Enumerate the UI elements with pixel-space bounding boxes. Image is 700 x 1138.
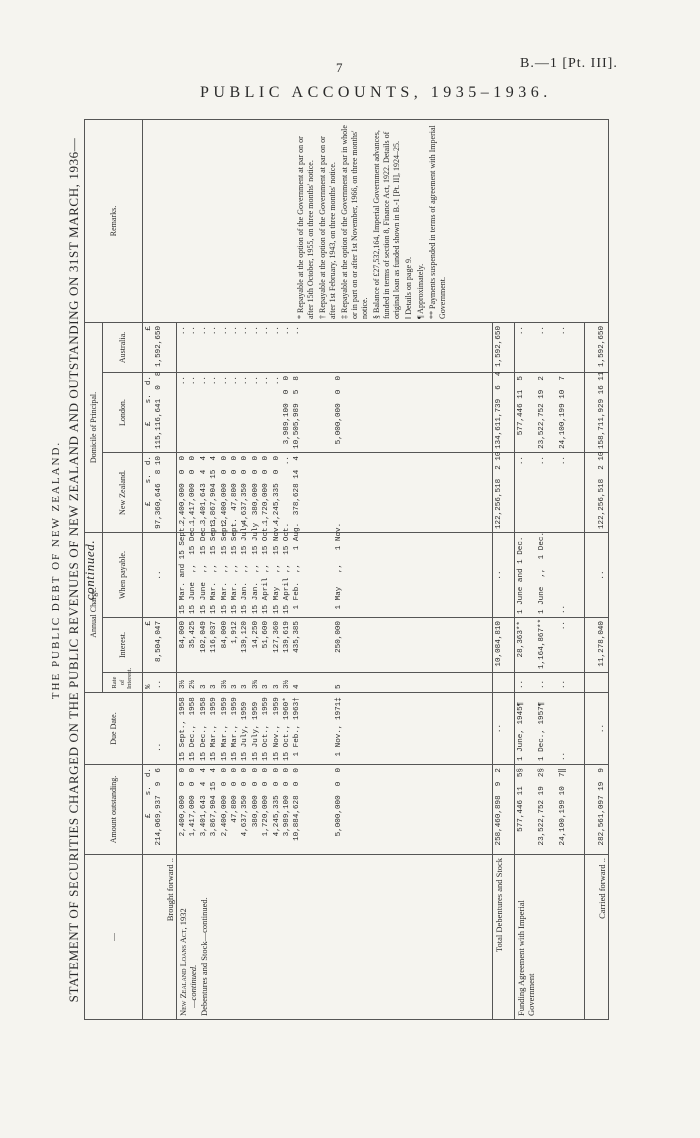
funding-due-3: .. [558, 751, 567, 761]
funding-london-1: 577,446 11 5 [517, 376, 525, 436]
header-amount: Amount outstanding. [85, 765, 143, 855]
funding-nz-3: .. [558, 456, 567, 466]
funding-interest-3: .. [558, 621, 567, 631]
funding-nz-1: .. [517, 456, 525, 466]
document-reference: B.—1 [Pt. III]. [520, 56, 618, 71]
funding-rates [515, 673, 585, 693]
carried-forward-london: 158,711,929 16 11 [585, 373, 609, 453]
funding-london-2: 23,522,752 19 2 [537, 376, 546, 449]
table-title-statement-text: STATEMENT OF SECURITIES CHARGED ON THE PUBLIC REVENUES OF NEW ZEALAND AND OUTSTANDING ON 31ST MARCH, 1936— [66, 137, 81, 1003]
funding-nz-2: .. [537, 456, 546, 466]
header-remarks: Remarks. [85, 120, 143, 323]
funding-nz [515, 453, 585, 533]
header-annual-charge: Annual Charge. [85, 533, 103, 693]
remarks-cell [143, 120, 609, 323]
table-row-brought-forward [143, 120, 177, 1020]
unit-london: £ s. d. [145, 376, 153, 427]
funding-aus-2: .. [537, 326, 546, 336]
brought-forward-london-value: 115,116,641 0 8 [155, 371, 164, 449]
brought-forward-interest-value: 8,504,047 [155, 621, 164, 663]
brought-forward-when [143, 533, 177, 618]
funding-when-1: 1 June and 1 Dec. [517, 536, 525, 614]
header-london: London. [103, 373, 143, 453]
remark-2: † Repayable at the option of the Government at par on or after 1st February, 1943, on three months' notice. [318, 136, 337, 319]
carried-forward-due: .. [585, 693, 609, 765]
header-australia: Australia. [103, 323, 143, 373]
funding-london-3: 24,100,199 10 7 [558, 376, 567, 449]
brought-forward-rate [143, 673, 177, 693]
unit-interest: £ [145, 621, 153, 626]
header-interest: Interest. [103, 618, 143, 673]
debentures-rates: 3½ 2½ 3 3 3½ 3 3 3¾ 3 3 3½ 4 5 [177, 673, 493, 693]
funding-due-dates [515, 693, 585, 765]
brought-forward-australia [143, 323, 177, 373]
unit-nz: £ s. d. [145, 456, 153, 507]
brought-forward-when-value: .. [155, 570, 164, 580]
funding-due-2: 1 Dec., 1957¶ [537, 701, 546, 761]
unit-australia: £ [145, 326, 153, 331]
remark-4: § Balance of £27,532,164, Imperial Government advances, funded in terms of section 8, Finance Act, 1922. Details of original loan as funded shown in B.-1 [Pt. II], 1924–25. [372, 130, 401, 319]
carried-forward-nz: 122,256,518 2 10 [585, 453, 609, 533]
funding-aus-1: .. [517, 326, 525, 336]
header-due-date: Due Date. [85, 693, 143, 765]
carried-forward-australia: 1,592,650 [585, 323, 609, 373]
funding-when-3: .. [558, 604, 567, 614]
table-title-continued: continued. [82, 539, 97, 601]
funding-rate-1: .. [517, 679, 525, 689]
brought-forward-amount [143, 765, 177, 855]
unit-amount: £ s. d. [145, 768, 153, 819]
remark-6: ¶ Approximately. [416, 263, 425, 319]
total-debentures-due: .. [493, 693, 515, 765]
public-debt-table [84, 119, 609, 1020]
total-debentures-london: 134,611,739 6 4 [493, 373, 515, 453]
brought-forward-nz [143, 453, 177, 533]
carried-forward-label: Carried forward .. [585, 855, 609, 1020]
remark-1: * Repayable at the option of the Government at par on or after 15th October, 1955, on three months' notice. [296, 136, 315, 319]
section-heading-continued: —continued. [188, 964, 199, 1008]
funding-due-1: 1 June, 1945¶ [517, 701, 525, 761]
total-debentures-australia: 1,592,650 [493, 323, 515, 373]
header-new-zealand: New Zealand. [103, 453, 143, 533]
funding-rate-2: .. [537, 679, 546, 689]
total-debentures-rate [493, 673, 515, 693]
debentures-australia: .. .. .. .. .. .. .. .. .. .. .. .. [177, 323, 493, 373]
brought-forward-interest [143, 618, 177, 673]
total-debentures-label: Total Debentures and Stock [493, 855, 515, 1020]
remark-3: ‡ Repayable at the option of the Government at par in whole or in part on or after 1st November, 1966, on three months' notice. [340, 125, 369, 319]
total-debentures-interest: 10,084,810 [493, 618, 515, 673]
funding-label: Funding Agreement with Imperial Government [515, 855, 585, 1020]
funding-amount-2: 23,522,752 19 2§ [537, 768, 546, 846]
header-rate: Rate of Interest. [103, 673, 143, 693]
brought-forward-nz-value: 97,360,646 8 10 [155, 456, 164, 529]
unit-rate: % [145, 684, 153, 689]
brought-forward-amount-value: 214,069,937 9 6 [155, 768, 164, 846]
debentures-when-payable: 15 Mar. and 15 Sept. 15 June ,, 15 Dec. 15 June ,, 15 Dec. 15 Mar. ,, 15 Sept. 15 Mar. ,, 15 Sept. 15 Mar. ,, 15 Sept. 15 Jan. ,, 15 July 15 Jan. ,, 15 July 15 April ,, 15 Oct. 15 May ,, 15 Nov. 15 April ,, 15 Oct. 1 Feb. ,, 1 Aug. 1 May ,, 1 Nov. [177, 533, 493, 618]
funding-when-payable [515, 533, 585, 618]
funding-interest-2: 1,164,867** [537, 618, 546, 669]
debentures-interest: 84,000 35,425 102,049 116,037 84,000 1,912 139,120 14,250 51,600 127,360 139,619 435,385 250,000 [177, 618, 493, 673]
total-debentures-when: .. [493, 533, 515, 618]
header-description: — [85, 855, 143, 1020]
remark-7: ** Payments suspended in terms of agreement with Imperial Government. [428, 125, 447, 319]
section-heading-act: New Zealand Loans Act, 1932 [178, 908, 188, 1016]
carried-forward-when: .. [585, 533, 609, 618]
funding-australia [515, 323, 585, 373]
carried-forward-interest: 11,278,040 [585, 618, 609, 673]
funding-aus-3: .. [558, 326, 567, 336]
funding-interest-1: 28,363** [517, 621, 525, 658]
section-subheading: Debentures and Stock—continued. [198, 897, 209, 1016]
rotated-table-region [50, 120, 610, 1020]
remark-5: ‖ Details on page 9. [404, 256, 413, 319]
funding-amount-3: 24,100,199 10 7‖ [558, 768, 567, 846]
brought-forward-rate-value: .. [155, 679, 164, 689]
table-title-main: THE PUBLIC DEBT OF NEW ZEALAND. [50, 440, 62, 700]
total-debentures-amount: 258,460,898 9 2 [493, 765, 515, 855]
debentures-nz: 2,400,000 0 0 1,417,000 0 0 3,401,643 4 4 3,867,904 15 4 2,400,000 0 0 47,800 0 0 4,637,350 0 0 380,000 0 0 1,720,000 0 0 4,245,335 0 0 .. 378,628 14 4 [177, 453, 493, 533]
debentures-london: .. .. .. .. .. .. .. .. .. .. 3,989,100 0 0 10,505,989 5 8 5,000,000 0 0 [177, 373, 493, 453]
funding-interest [515, 618, 585, 673]
page-title: PUBLIC ACCOUNTS, 1935–1936. [200, 84, 552, 101]
debentures-amounts: 2,400,000 0 0 1,417,000 0 0 3,401,643 4 4 3,867,904 15 4 2,400,000 0 0 47,800 0 0 4,637,350 0 0 380,000 0 0 1,720,000 0 0 4,245,335 0 0 3,989,100 0 0 10,884,628 0 0 5,000,000 0 0 [177, 765, 493, 855]
total-debentures-nz: 122,256,518 2 10 [493, 453, 515, 533]
carried-forward-amount: 282,561,097 19 9 [585, 765, 609, 855]
brought-forward-due: .. [143, 693, 177, 765]
header-domicile: Domicile of Principal. [85, 323, 103, 533]
funding-amounts [515, 765, 585, 855]
brought-forward-london [143, 373, 177, 453]
funding-when-2: 1 June ,, 1 Dec. [537, 531, 546, 614]
funding-london [515, 373, 585, 453]
page-number: 7 [336, 60, 343, 75]
header-when-payable: When payable. [103, 533, 143, 618]
section-heading [177, 855, 493, 1020]
carried-forward-rate [585, 673, 609, 693]
brought-forward-label: Brought forward .. [143, 855, 177, 1020]
funding-rate-3: .. [558, 679, 567, 689]
brought-forward-australia-value: 1,592,650 [155, 326, 164, 368]
funding-amount-1: 577,446 11 5§ [517, 768, 525, 832]
debentures-due-dates: 15 Sept., 1958 15 Dec., 1958 15 Dec., 1958 15 Mar., 1959 15 Mar., 1959 15 Mar., 1959 15 July, 1959 15 July, 1959 15 Oct., 1959 15 Nov., 1959 15 Oct., 1960* 1 Feb., 1963† 1 Nov., 1971‡ [177, 693, 493, 765]
